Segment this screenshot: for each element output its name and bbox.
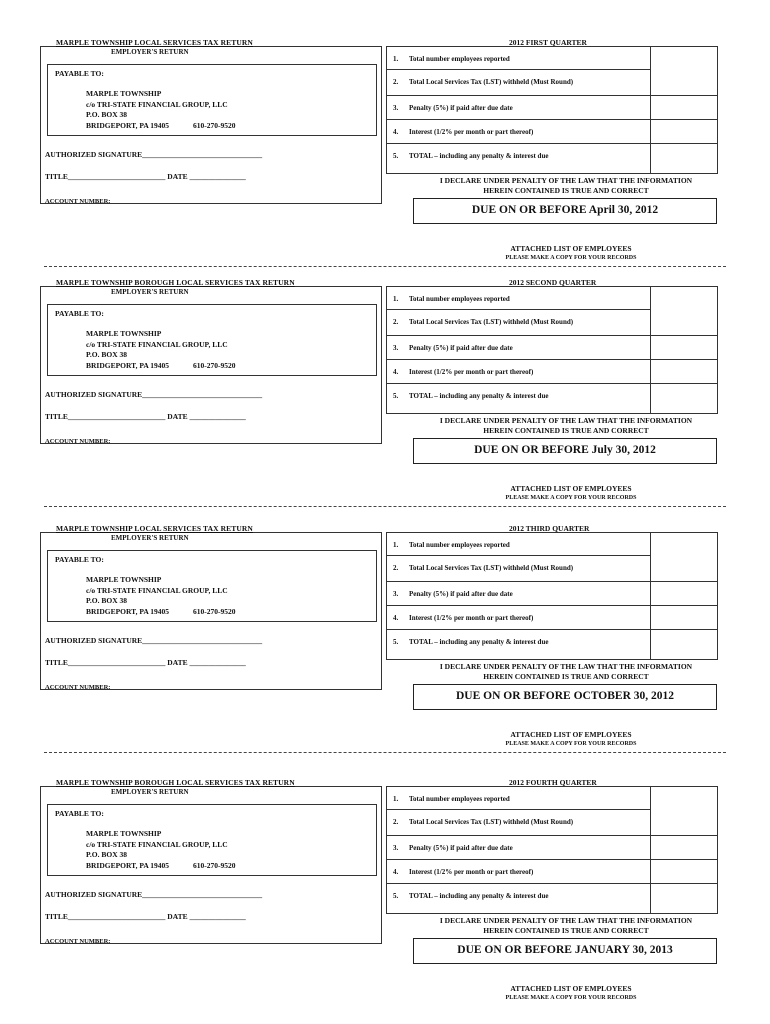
table-row [387,287,650,310]
authorized-signature-field[interactable]: AUTHORIZED SIGNATURE________________________________ [45,890,263,899]
authorized-signature-field[interactable]: AUTHORIZED SIGNATURE________________________________ [45,390,263,399]
row-label: Total number employees reported [409,541,510,549]
value-cell-penalty[interactable] [651,836,717,860]
quarter-form [0,524,770,770]
form-title: MARPLE TOWNSHIP BOROUGH LOCAL SERVICES TAX RETURN [56,278,295,287]
row-label: Total number employees reported [409,55,510,63]
declaration-line: HEREIN CONTAINED IS TRUE AND CORRECT [483,672,649,681]
payable-to-box [47,550,377,622]
table-row [387,630,650,659]
table-row [387,533,650,556]
row-label: Penalty (5%) if paid after due date [409,844,513,852]
declaration [386,176,746,196]
address-line: MARPLE TOWNSHIP [86,89,162,98]
payee-address [86,575,236,617]
form-title: MARPLE TOWNSHIP BOROUGH LOCAL SERVICES TAX RETURN [56,778,295,787]
row-number: 2. [393,78,399,86]
row-label: TOTAL – including any penalty & interest due [409,638,549,646]
table-row [387,70,650,96]
table-row [387,884,650,913]
quarter-label: 2012 FIRST QUARTER [509,38,587,47]
due-date-box: DUE ON OR BEFORE July 30, 2012 [413,438,717,464]
address-line: MARPLE TOWNSHIP [86,829,162,838]
row-label: Interest (1/2% per month or part thereof) [409,868,534,876]
address-line: P.O. BOX 38 [86,350,127,359]
row-label: Total Local Services Tax (LST) withheld (Must Round) [409,78,574,86]
row-label: Total number employees reported [409,795,510,803]
row-label: Interest (1/2% per month or part thereof) [409,614,534,622]
title-date-field[interactable]: TITLE__________________________ DATE _______________ [45,912,246,921]
row-number: 2. [393,564,399,572]
declaration [386,662,746,682]
table-row [387,96,650,120]
row-number: 4. [393,614,399,622]
address-city: BRIDGEPORT, PA 19405 [86,120,170,130]
payable-to-label: PAYABLE TO: [55,309,104,318]
attached-list-label: ATTACHED LIST OF EMPLOYEES [510,730,632,739]
cut-line [44,752,726,753]
employers-return-label: EMPLOYER'S RETURN [111,48,189,56]
row-number: 5. [393,638,399,646]
row-number: 5. [393,392,399,400]
value-cell-employees[interactable] [651,533,717,582]
title-date-field[interactable]: TITLE__________________________ DATE _______________ [45,412,246,421]
row-number: 3. [393,844,399,852]
table-row [387,336,650,360]
table-row [387,310,650,336]
declaration-line: I DECLARE UNDER PENALTY OF THE LAW THAT THE INFORMATION [439,662,693,671]
address-city: BRIDGEPORT, PA 19405 [86,360,170,370]
row-label: Interest (1/2% per month or part thereof) [409,368,534,376]
row-label: TOTAL – including any penalty & interest due [409,152,549,160]
title-date-field[interactable]: TITLE__________________________ DATE _______________ [45,658,246,667]
address-line-city [86,607,236,618]
make-copy-note: PLEASE MAKE A COPY FOR YOUR RECORDS [505,495,637,501]
row-number: 1. [393,55,399,63]
tax-table [386,532,718,660]
row-label: Penalty (5%) if paid after due date [409,104,513,112]
declaration-line: HEREIN CONTAINED IS TRUE AND CORRECT [483,926,649,935]
authorized-signature-field[interactable]: AUTHORIZED SIGNATURE________________________________ [45,150,263,159]
payable-to-box [47,804,377,876]
value-cell-total[interactable] [651,884,717,913]
address-line: c/o TRI-STATE FINANCIAL GROUP, LLC [86,585,228,595]
table-row [387,582,650,606]
address-line: P.O. BOX 38 [86,850,127,859]
value-cell-employees[interactable] [651,47,717,96]
table-row [387,860,650,884]
make-copy-note: PLEASE MAKE A COPY FOR YOUR RECORDS [505,255,637,261]
payee-phone: 610-270-9520 [193,360,236,370]
quarter-form [0,278,770,524]
address-line: P.O. BOX 38 [86,110,127,119]
payee-address [86,829,236,871]
declaration-line: I DECLARE UNDER PENALTY OF THE LAW THAT THE INFORMATION [439,176,693,185]
address-city: BRIDGEPORT, PA 19405 [86,606,170,616]
quarter-form [0,778,770,1024]
address-line-city [86,121,236,132]
payable-to-label: PAYABLE TO: [55,555,104,564]
value-cell-penalty[interactable] [651,336,717,360]
tax-table [386,786,718,914]
quarter-form [0,38,770,284]
row-number: 3. [393,590,399,598]
quarter-label: 2012 SECOND QUARTER [509,278,597,287]
account-number-label: ACCOUNT NUMBER: [45,438,111,445]
value-cell-total[interactable] [651,384,717,413]
table-row [387,787,650,810]
cut-line [44,506,726,507]
declaration [386,416,746,436]
table-row [387,836,650,860]
table-row [387,606,650,630]
payee-phone: 610-270-9520 [193,860,236,870]
value-cell-total[interactable] [651,630,717,659]
employers-return-label: EMPLOYER'S RETURN [111,288,189,296]
value-cell-employees[interactable] [651,787,717,836]
row-number: 3. [393,344,399,352]
address-line-city [86,861,236,872]
table-row [387,47,650,70]
table-row [387,810,650,836]
row-label: Penalty (5%) if paid after due date [409,590,513,598]
table-row [387,120,650,144]
payee-address [86,89,236,131]
row-number: 3. [393,104,399,112]
declaration [386,916,746,936]
address-line: MARPLE TOWNSHIP [86,575,162,584]
value-cell-penalty[interactable] [651,96,717,120]
table-row [387,360,650,384]
row-label: TOTAL – including any penalty & interest due [409,892,549,900]
attached-list-label: ATTACHED LIST OF EMPLOYEES [510,244,632,253]
table-row [387,144,650,173]
table-row [387,556,650,582]
row-number: 2. [393,818,399,826]
row-label: TOTAL – including any penalty & interest due [409,392,549,400]
row-number: 2. [393,318,399,326]
cut-line [44,266,726,267]
row-label: Total Local Services Tax (LST) withheld (Must Round) [409,318,574,326]
row-number: 4. [393,368,399,376]
quarter-label: 2012 THIRD QUARTER [509,524,590,533]
row-number: 1. [393,295,399,303]
address-line: c/o TRI-STATE FINANCIAL GROUP, LLC [86,99,228,109]
due-date-box: DUE ON OR BEFORE JANUARY 30, 2013 [413,938,717,964]
employers-return-label: EMPLOYER'S RETURN [111,534,189,542]
row-label: Penalty (5%) if paid after due date [409,344,513,352]
declaration-line: I DECLARE UNDER PENALTY OF THE LAW THAT THE INFORMATION [439,916,693,925]
payable-to-box [47,64,377,136]
make-copy-note: PLEASE MAKE A COPY FOR YOUR RECORDS [505,995,637,1001]
payee-phone: 610-270-9520 [193,606,236,616]
address-line: c/o TRI-STATE FINANCIAL GROUP, LLC [86,839,228,849]
value-cell-interest[interactable] [651,360,717,384]
address-city: BRIDGEPORT, PA 19405 [86,860,170,870]
row-number: 1. [393,795,399,803]
value-cell-penalty[interactable] [651,582,717,606]
tax-table [386,286,718,414]
payable-to-box [47,304,377,376]
payee-address [86,329,236,371]
make-copy-note: PLEASE MAKE A COPY FOR YOUR RECORDS [505,741,637,747]
form-title: MARPLE TOWNSHIP LOCAL SERVICES TAX RETURN [56,524,253,533]
attached-list-label: ATTACHED LIST OF EMPLOYEES [510,484,632,493]
row-number: 5. [393,892,399,900]
payable-to-label: PAYABLE TO: [55,809,104,818]
value-cell-employees[interactable] [651,287,717,336]
value-cell-interest[interactable] [651,860,717,884]
row-number: 4. [393,868,399,876]
declaration-line: HEREIN CONTAINED IS TRUE AND CORRECT [483,426,649,435]
tax-table [386,46,718,174]
account-number-label: ACCOUNT NUMBER: [45,198,111,205]
quarter-label: 2012 FOURTH QUARTER [509,778,597,787]
value-cell-interest[interactable] [651,120,717,144]
account-number-label: ACCOUNT NUMBER: [45,938,111,945]
value-cell-interest[interactable] [651,606,717,630]
employers-return-label: EMPLOYER'S RETURN [111,788,189,796]
value-cell-total[interactable] [651,144,717,173]
declaration-line: I DECLARE UNDER PENALTY OF THE LAW THAT THE INFORMATION [439,416,693,425]
table-row [387,384,650,413]
address-line-city [86,361,236,372]
address-line: P.O. BOX 38 [86,596,127,605]
row-number: 4. [393,128,399,136]
row-label: Interest (1/2% per month or part thereof) [409,128,534,136]
due-date-box: DUE ON OR BEFORE April 30, 2012 [413,198,717,224]
address-line: MARPLE TOWNSHIP [86,329,162,338]
title-date-field[interactable]: TITLE__________________________ DATE _______________ [45,172,246,181]
account-number-label: ACCOUNT NUMBER: [45,684,111,691]
row-label: Total Local Services Tax (LST) withheld (Must Round) [409,818,574,826]
attached-list-label: ATTACHED LIST OF EMPLOYEES [510,984,632,993]
row-number: 5. [393,152,399,160]
due-date-box: DUE ON OR BEFORE OCTOBER 30, 2012 [413,684,717,710]
row-label: Total Local Services Tax (LST) withheld (Must Round) [409,564,574,572]
form-title: MARPLE TOWNSHIP LOCAL SERVICES TAX RETURN [56,38,253,47]
payable-to-label: PAYABLE TO: [55,69,104,78]
declaration-line: HEREIN CONTAINED IS TRUE AND CORRECT [483,186,649,195]
row-number: 1. [393,541,399,549]
address-line: c/o TRI-STATE FINANCIAL GROUP, LLC [86,339,228,349]
row-label: Total number employees reported [409,295,510,303]
payee-phone: 610-270-9520 [193,120,236,130]
authorized-signature-field[interactable]: AUTHORIZED SIGNATURE________________________________ [45,636,263,645]
